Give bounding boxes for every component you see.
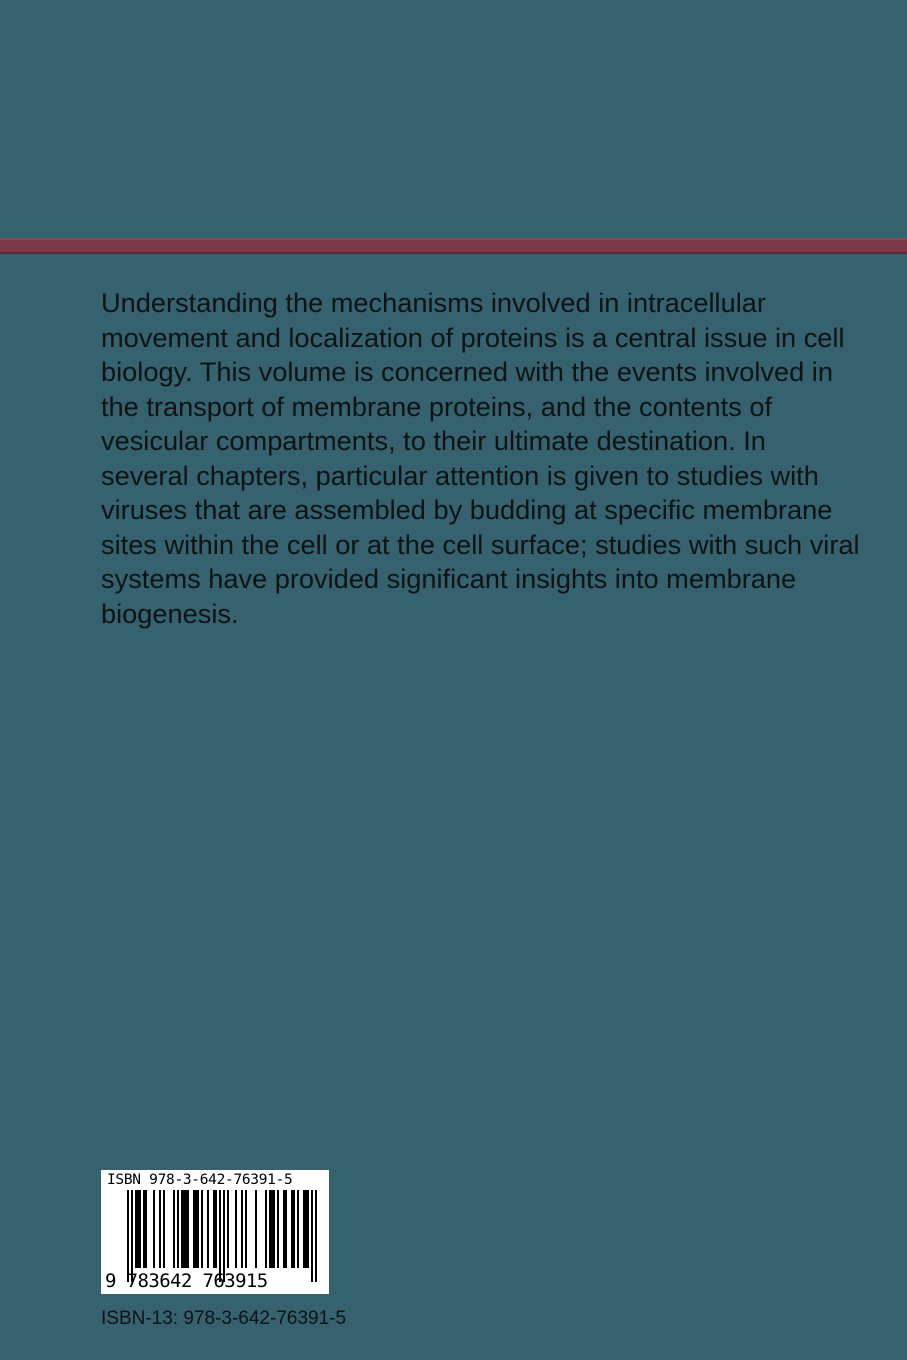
barcode-bar	[291, 1190, 293, 1268]
barcode-bar	[153, 1190, 155, 1268]
barcode-bar	[135, 1190, 137, 1268]
barcode-bar	[283, 1190, 285, 1268]
barcode-bar	[305, 1190, 307, 1268]
barcode-bar	[137, 1190, 139, 1268]
barcode-bar	[271, 1190, 273, 1268]
barcode-bar	[227, 1190, 229, 1268]
barcode-bar	[139, 1190, 141, 1268]
barcode-bar	[219, 1190, 221, 1282]
barcode-bar	[315, 1190, 317, 1282]
barcode-bar	[307, 1190, 309, 1268]
barcode-bar	[297, 1190, 299, 1268]
barcode-bar	[215, 1190, 217, 1268]
barcode-bar	[197, 1190, 199, 1268]
barcode-bar	[183, 1190, 185, 1268]
decorative-stripe	[0, 238, 907, 254]
barcode-bar	[173, 1190, 175, 1268]
barcode-bar	[303, 1190, 305, 1268]
barcode-isbn-label: ISBN 978-3-642-76391-5	[107, 1172, 293, 1188]
barcode-bar	[181, 1190, 183, 1268]
barcode-bar	[143, 1190, 145, 1268]
barcode-bar	[273, 1190, 275, 1268]
barcode-bar	[185, 1190, 187, 1268]
barcode-bar	[241, 1190, 243, 1268]
barcode-bar	[193, 1190, 195, 1268]
barcode-bar	[177, 1190, 179, 1268]
barcode-digits: 9 783642 763915	[105, 1270, 268, 1292]
barcode-bar	[195, 1190, 197, 1268]
barcode-bar	[311, 1190, 313, 1282]
back-cover-blurb: Understanding the mechanisms involved in intracellular movement and localization of proteins is a central issue in cell biology. This volume is concerned with the events involved in the transport of membrane proteins, and the contents of vesicular compartments, to their ultimate destination. In several chapters, particular attention is given to studies with viruses that are assembled by budding at specific membrane sites within the cell or at the cell surface; studies with such viral systems have provided significant insights into membrane biogenesis.	[101, 287, 860, 629]
barcode-bar	[255, 1190, 257, 1268]
barcode-bar	[213, 1190, 215, 1268]
barcode-bar	[293, 1190, 295, 1268]
barcode	[101, 1170, 329, 1294]
barcode-bar	[265, 1190, 267, 1268]
barcode-bar	[131, 1190, 133, 1282]
barcode-bar	[285, 1190, 287, 1268]
isbn-13-label: ISBN-13: 978-3-642-76391-5	[101, 1308, 347, 1329]
barcode-bar	[201, 1190, 203, 1268]
barcode-bar	[269, 1190, 271, 1268]
barcode-bar	[159, 1190, 161, 1268]
barcode-bar	[207, 1190, 209, 1268]
barcode-bar	[163, 1190, 165, 1268]
barcode-bar	[245, 1190, 247, 1268]
barcode-bar	[223, 1190, 225, 1282]
barcode-bar	[235, 1190, 237, 1268]
barcode-bar	[145, 1190, 147, 1268]
barcode-bar	[187, 1190, 189, 1268]
barcode-bar	[277, 1190, 279, 1268]
barcode-bar	[127, 1190, 129, 1282]
